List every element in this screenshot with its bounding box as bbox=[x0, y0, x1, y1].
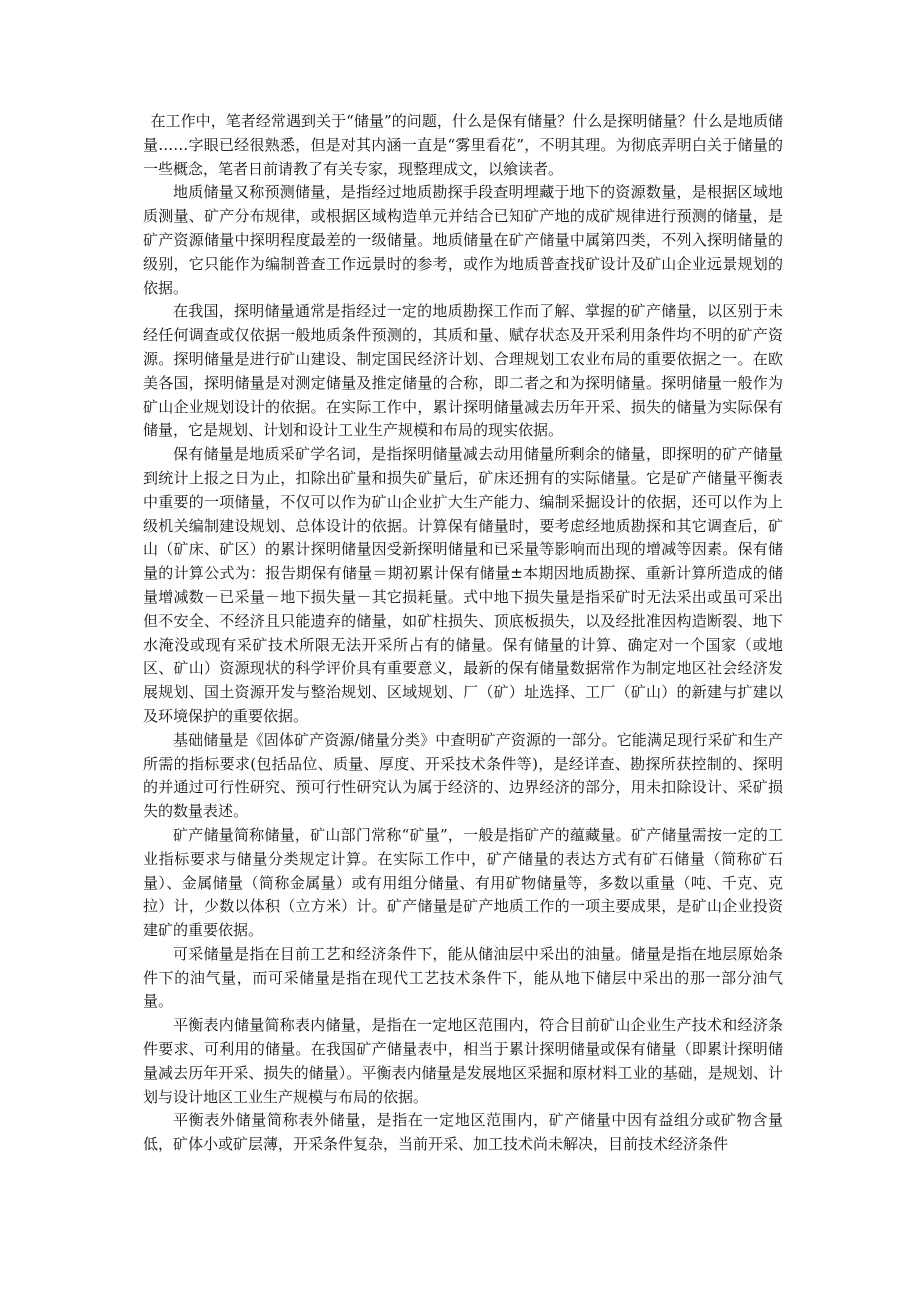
paragraph-mineral-reserves: 矿产储量简称储量，矿山部门常称“矿量”，一般是指矿产的蕴藏量。矿产储量需按一定的工业指标要求与储量分类规定计算。在实际工作中，矿产储量的表达方式有矿石储量（简称矿石量）、金属储量（简称金属量）或有用组分储量、有用矿物储量等，多数以重量（吨、千克、克拉）计，少数以体积（立方米）计。矿产储量是矿产地质工作的一项主要成果，是矿山企业投资建矿的重要依据。 bbox=[143, 825, 783, 940]
intro-paragraph: 在工作中，笔者经常遇到关于“储量”的问题，什么是保有储量？什么是探明储量？什么是地质储量……字眼已经很熟悉，但是对其内涵一直是“雾里看花”，不明其理。为彻底弄明白关于储量的一些概念，笔者日前请教了有关专家，现整理成文，以飨读者。 bbox=[143, 112, 783, 178]
paragraph-basic-reserves: 基础储量是《固体矿产资源/储量分类》中查明矿产资源的一部分。它能满足现行采矿和生产所需的指标要求(包括品位、质量、厚度、开采技术条件等)，是经详查、勘探所获控制的、探明的并通过可行性研究、预可行性研究认为属于经济的、边界经济的部分，用未扣除设计、采矿损失的数量表述。 bbox=[143, 730, 783, 821]
paragraph-recoverable-reserves: 可采储量是指在目前工艺和经济条件下，能从储油层中采出的油量。储量是指在地层原始条件下的油气量，而可采储量是指在现代工艺技术条件下，能从地下储层中采出的那一部分油气量。 bbox=[143, 944, 783, 1011]
paragraph-in-balance-reserves: 平衡表内储量简称表内储量，是指在一定地区范围内，符合目前矿山企业生产技术和经济条件要求、可利用的储量。在我国矿产储量表中，相当于累计探明储量或保有储量（即累计探明储量减去历年开采、损失的储量）。平衡表内储量是发展地区采掘和原材料工业的基础，是规划、计划与设计地区工业生产规模与布局的依据。 bbox=[143, 1016, 783, 1106]
paragraph-retained-reserves: 保有储量是地质采矿学名词，是指探明储量减去动用储量所剩余的储量，即探明的矿产储量到统计上报之日为止，扣除出矿量和损失矿量后，矿床还拥有的实际储量。它是矿产储量平衡表中重要的一项储量，不仅可以作为矿山企业扩大生产能力、编制采掘设计的依据，还可以作为上级机关编制建设规划、总体设计的依据。计算保有储量时，要考虑经地质勘探和其它调查后，矿山（矿床、矿区）的累计探明储量因受新探明储量和已采量等影响而出现的增减等因素。保有储量的计算公式为：报告期保有储量＝期初累计保有储量±本期因地质勘探、重新计算所造成的储量增减数－已采量－地下损失量－其它损耗量。式中地下损失量是指采矿时无法采出或虽可采出但不安全、不经济且只能遗弃的储量，如矿柱损失、顶底板损失，以及经批准因构造断裂、地下水淹没或现有采矿技术所限无法开采所占有的储量。保有储量的计算、确定对一个国家（或地区、矿山）资源现状的科学评价具有重要意义，最新的保有储量数据常作为制定地区社会经济发展规划、国土资源开发与整治规划、区域规划、厂（矿）址选择、工厂（矿山）的新建与扩建以及环境保护的重要依据。 bbox=[143, 445, 783, 725]
article-body bbox=[143, 110, 783, 1157]
paragraph-proven-reserves: 在我国，探明储量通常是指经过一定的地质勘探工作而了解、掌握的矿产储量，以区别于未经任何调查或仅依据一般地质条件预测的，其质和量、赋存状态及开采利用条件均不明的矿产资源。探明储量是进行矿山建设、制定国民经济计划、合理规划工农业布局的重要依据之一。在欧美各国，探明储量是对测定储量及推定储量的合称，即二者之和为探明储量。探明储量一般作为矿山企业规划设计的依据。在实际工作中，累计探明储量减去历年开采、损失的储量为实际保有储量，它是规划、计划和设计工业生产规模和布局的现实依据。 bbox=[143, 302, 783, 440]
paragraph-off-balance-reserves: 平衡表外储量简称表外储量，是指在一定地区范围内，矿产储量中因有益组分或矿物含量低，矿体小或矿层薄，开采条件复杂，当前开采、加工技术尚未解决，目前技术经济条件 bbox=[143, 1111, 783, 1154]
paragraph-geological-reserves: 地质储量又称预测储量，是指经过地质勘探手段查明埋藏于地下的资源数量，是根据区域地质测量、矿产分布规律，或根据区域构造单元并结合已知矿产地的成矿规律进行预测的储量，是矿产资源储量中探明程度最差的一级储量。地质储量在矿产储量中属第四类，不列入探明储量的级别，它只能作为编制普查工作远景时的参考，或作为地质普查找矿设计及矿山企业远景规划的依据。 bbox=[143, 183, 783, 297]
